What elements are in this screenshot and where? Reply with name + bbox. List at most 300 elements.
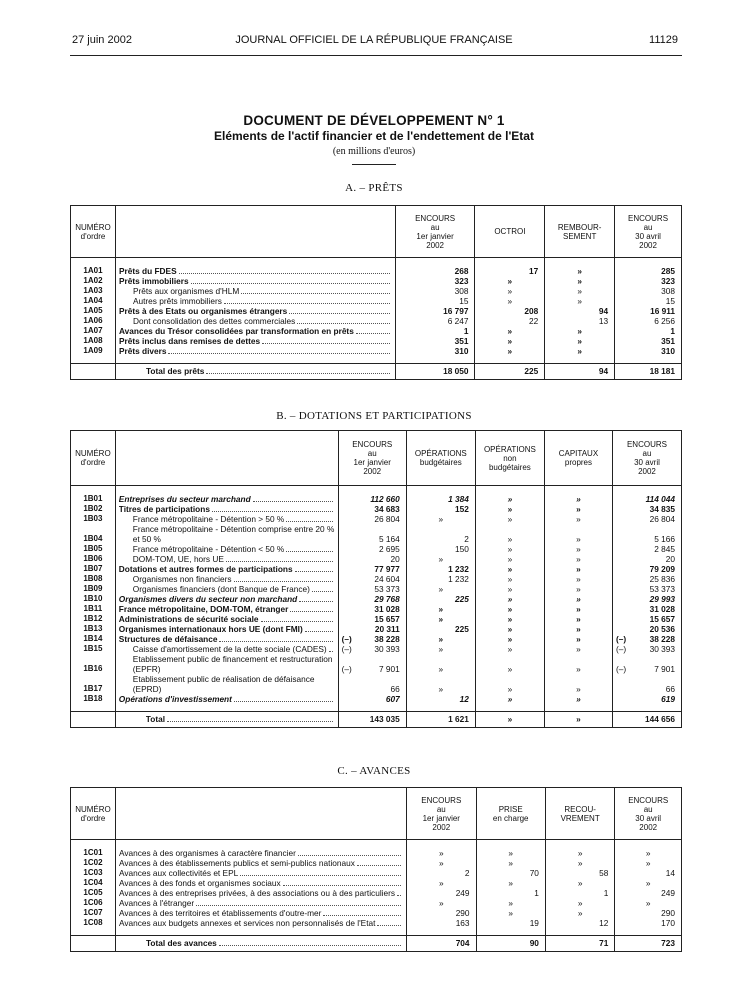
total-label-cell (115, 364, 395, 380)
cell-value: 20 536 (612, 624, 681, 634)
cell-value: 66 (612, 674, 681, 694)
total-label-wrap (146, 364, 392, 379)
cell-value: » (545, 286, 615, 296)
column-header-line: au (436, 804, 446, 814)
row-label-cell (115, 524, 338, 544)
row-code: 1B04 (71, 524, 116, 544)
column-header-line: OCTROI (494, 227, 526, 236)
row-label: Organismes financiers (dont Banque de France) (132, 583, 310, 594)
column-header-line: en charge (492, 813, 529, 823)
row-code: 1B12 (71, 614, 116, 624)
row-code: 1B01 (71, 494, 116, 504)
total-value: 18 050 (395, 364, 475, 380)
cell-value: » (615, 858, 682, 868)
row-label-wrap (119, 908, 403, 918)
cell-value: » (544, 604, 612, 614)
column-header-line: au (430, 222, 440, 232)
table-row (71, 574, 682, 584)
row-label-wrap (119, 594, 335, 604)
cell-value: » (475, 336, 545, 346)
table-row (71, 336, 682, 346)
row-label-cell (115, 266, 395, 276)
cell-value: 607 (338, 694, 406, 704)
total-label: Total des prêts (145, 366, 205, 376)
cell-value: 12 (545, 918, 614, 928)
negative-sign: (–) (341, 633, 352, 644)
row-label: Entreprises du secteur marchand (118, 493, 251, 504)
spacer-row (71, 356, 682, 364)
table-row (71, 514, 682, 524)
cell-value: 15 (615, 296, 682, 306)
row-label: Organismes divers du secteur non marchand (118, 593, 298, 604)
cell-value: 34 835 (612, 504, 681, 514)
row-label-cell (115, 544, 338, 554)
cell-value: » (476, 898, 545, 908)
leader-dots (299, 601, 332, 602)
table-row (71, 624, 682, 634)
column-header-line: d'ordre (80, 458, 106, 467)
row-label: Etablissement public de réalisation de défaisance (EPRD) (132, 673, 315, 694)
leader-dots (261, 621, 333, 622)
column-header-line: ENCOURS (628, 213, 669, 223)
negative-sign: (–) (615, 643, 627, 654)
row-label: Structures de défaisance (118, 633, 218, 644)
row-label-wrap (119, 296, 392, 306)
row-label: Avances à des fonds et organismes sociaux (118, 877, 281, 888)
row-code: 1B14 (71, 634, 116, 644)
row-label-cell (115, 494, 338, 504)
column-header (545, 788, 614, 840)
cell-value: » (406, 614, 475, 624)
cell-value: 6 247 (395, 316, 475, 326)
header-page-number: 11129 (649, 34, 678, 46)
row-label-cell (115, 908, 406, 918)
cell-value: » (475, 286, 545, 296)
row-code: 1B15 (71, 644, 116, 654)
total-label-wrap (146, 936, 403, 951)
total-label: Total des avances (145, 938, 217, 948)
row-label: Autres prêts immobiliers (132, 295, 222, 306)
total-value: 225 (475, 364, 545, 380)
total-value: 704 (407, 936, 476, 952)
cell-value: 20 (338, 554, 406, 564)
column-header-line: 1er janvier (416, 231, 454, 241)
table-row (71, 898, 682, 908)
row-label-wrap (119, 494, 335, 504)
leader-dots (397, 895, 401, 896)
leader-dots (357, 865, 401, 866)
table-row (71, 858, 682, 868)
leader-dots (329, 651, 333, 652)
table-avances (70, 787, 682, 952)
cell-value: » (475, 574, 544, 584)
column-header (115, 788, 406, 840)
cell-value: 5 164 (338, 524, 406, 544)
cell-value: 1 232 (406, 574, 475, 584)
cell-value: » (475, 524, 544, 544)
section-c-heading: C. – AVANCES (337, 765, 411, 777)
value: 30 393 (374, 643, 400, 654)
cell-value: » (475, 296, 545, 306)
cell-value: 308 (395, 286, 475, 296)
column-header-line: ENCOURS (421, 795, 462, 805)
row-label-cell (115, 888, 406, 898)
column-header-line: OPÉRATIONS (483, 444, 536, 454)
cell-value: » (407, 878, 476, 888)
table-row (71, 888, 682, 898)
cell-value: » (475, 594, 544, 604)
leader-dots (167, 721, 333, 722)
leader-dots (305, 631, 333, 632)
row-label-cell (115, 276, 395, 286)
leader-dots (226, 561, 333, 562)
row-label: France métropolitaine, DOM-TOM, étranger (118, 603, 289, 614)
row-label: Avances à des territoires et établissements d'outre-mer (118, 907, 322, 918)
negative-value (342, 664, 400, 674)
row-label-cell (115, 336, 395, 346)
column-header (615, 206, 682, 258)
leader-dots (289, 313, 389, 314)
row-label: Dotations et autres formes de participations (118, 563, 293, 574)
row-label-cell (115, 306, 395, 316)
cell-value: » (544, 694, 612, 704)
row-code: 1A06 (71, 316, 116, 326)
row-code: 1B11 (71, 604, 116, 614)
row-label-cell (115, 654, 338, 674)
cell-value: 268 (395, 266, 475, 276)
row-label-wrap (119, 634, 335, 644)
row-code: 1C06 (71, 898, 116, 908)
cell-value: » (475, 326, 545, 336)
value: 38 228 (649, 633, 675, 644)
total-value: 90 (476, 936, 545, 952)
column-header-line: CAPITAUX (558, 449, 599, 458)
row-label: Organismes non financiers (132, 573, 232, 584)
cell-value: 1 (476, 888, 545, 898)
negative-value (616, 644, 675, 654)
cell-value: 290 (407, 908, 476, 918)
row-label-cell (115, 574, 338, 584)
cell-value: » (406, 654, 475, 674)
column-header-line: REMBOUR- (557, 222, 602, 232)
row-code: 1C08 (71, 918, 116, 928)
column-header-line: 2002 (426, 240, 444, 250)
row-label-wrap (119, 918, 403, 928)
cell-value: 2 (407, 868, 476, 878)
column-header-line: NUMÉRO (75, 804, 111, 814)
leader-dots (298, 855, 401, 856)
cell-value: 285 (615, 266, 682, 276)
cell-value: 150 (406, 544, 475, 554)
cell-value: » (475, 584, 544, 594)
leader-dots (219, 641, 332, 642)
column-header-line: 2002 (432, 822, 451, 832)
table-row (71, 524, 682, 544)
cell-value: » (475, 694, 544, 704)
header-rule (70, 55, 682, 56)
cell-value: » (544, 644, 612, 654)
row-label: Avances à des établissements publics et semi-publics nationaux (118, 857, 355, 868)
row-label-wrap (119, 346, 392, 356)
cell-value: » (475, 514, 544, 524)
row-label: Avances à l'étranger (118, 897, 195, 908)
row-label-wrap (119, 644, 335, 654)
row-code: 1C07 (71, 908, 116, 918)
column-header (475, 206, 545, 258)
cell-value: » (475, 564, 544, 574)
row-label: Caisse d'amortissement de la dette sociale (CADES) (132, 643, 327, 654)
row-label: Administrations de sécurité sociale (118, 613, 259, 624)
document-title: DOCUMENT DE DÉVELOPPEMENT N° 1 (243, 113, 505, 128)
cell-value: 53 373 (612, 584, 681, 594)
table-row (71, 674, 682, 694)
unit-note: (en millions d'euros) (332, 146, 416, 157)
column-header-line: ENCOURS (352, 440, 393, 449)
cell-value: » (407, 858, 476, 868)
negative-sign: (–) (615, 633, 627, 644)
total-value: 1 621 (406, 712, 475, 728)
row-code: 1A01 (71, 266, 116, 276)
cell-value: 15 657 (612, 614, 681, 624)
column-header-line: VREMENT (560, 813, 600, 823)
row-label: France métropolitaine - Détention comprise entre 20 % et 50 % (132, 523, 335, 544)
row-label-wrap (119, 584, 335, 594)
table-prets (70, 205, 682, 380)
row-label-wrap (119, 574, 335, 584)
table-row (71, 554, 682, 564)
cell-value: » (475, 624, 544, 634)
row-label-cell (115, 286, 395, 296)
cell-value: » (615, 848, 682, 858)
row-code: 1B16 (71, 654, 116, 674)
row-code: 1A08 (71, 336, 116, 346)
total-value: » (544, 712, 612, 728)
table-header-row (71, 431, 682, 486)
leader-dots (312, 591, 333, 592)
row-label-cell (115, 848, 406, 858)
column-header (395, 206, 475, 258)
leader-dots (179, 273, 390, 274)
cell-value: 31 028 (612, 604, 681, 614)
column-header-line: au (642, 449, 652, 458)
table-row (71, 306, 682, 316)
table-row (71, 634, 682, 644)
cell-value: » (475, 276, 545, 286)
row-label-wrap (119, 554, 335, 564)
cell-value: 163 (407, 918, 476, 928)
cell-value: » (406, 554, 475, 564)
row-code: 1B06 (71, 554, 116, 564)
cell-value: 16 797 (395, 306, 475, 316)
column-header-line: d'ordre (80, 813, 106, 823)
cell-value: 31 028 (338, 604, 406, 614)
row-label: Avances à des entreprises privées, à des associations ou à des particuliers (118, 887, 396, 898)
column-header-line: OPÉRATIONS (414, 449, 467, 458)
cell-value: 1 232 (406, 564, 475, 574)
cell-value: 170 (615, 918, 682, 928)
cell-value: » (544, 594, 612, 604)
cell-value: » (406, 604, 475, 614)
table-row (71, 286, 682, 296)
column-header-line: 1er janvier (422, 813, 460, 823)
cell-value: » (475, 554, 544, 564)
cell-value: 20 311 (338, 624, 406, 634)
total-label-cell (115, 936, 406, 952)
table-row (71, 614, 682, 624)
leader-dots (206, 373, 389, 374)
column-header-line: PRISE (498, 804, 523, 814)
leader-dots (219, 945, 401, 946)
row-label: Prêts aux organismes d'HLM (132, 285, 240, 296)
cell-value: » (545, 858, 614, 868)
cell-value: 1 (545, 888, 614, 898)
table-row (71, 654, 682, 674)
cell-value: » (545, 848, 614, 858)
column-header (115, 206, 395, 258)
total-row (71, 936, 682, 952)
column-header-line: NUMÉRO (75, 449, 111, 458)
row-label-wrap (119, 504, 335, 514)
column-header-line: SEMENT (563, 231, 597, 241)
row-label: France métropolitaine - Détention < 50 % (132, 543, 285, 554)
cell-value: 308 (615, 286, 682, 296)
row-code: 1C03 (71, 868, 116, 878)
row-label-cell (115, 634, 338, 644)
column-header-line: ENCOURS (628, 795, 669, 805)
row-code: 1B05 (71, 544, 116, 554)
row-code: 1A07 (71, 326, 116, 336)
row-label-wrap (119, 266, 392, 276)
column-header-line: au (643, 222, 653, 232)
row-label-cell (115, 868, 406, 878)
cell-value: 19 (476, 918, 545, 928)
cell-value: 24 604 (338, 574, 406, 584)
section-b-heading: B. – DOTATIONS ET PARTICIPATIONS (276, 410, 472, 422)
column-header-line: NUMÉRO (75, 222, 111, 232)
cell-value: » (545, 878, 614, 888)
cell-value: 26 804 (338, 514, 406, 524)
spacer-row (71, 486, 682, 494)
cell-value: 290 (615, 908, 682, 918)
table-row (71, 296, 682, 306)
row-label-cell (115, 624, 338, 634)
row-label-wrap (119, 888, 403, 898)
cell-value: 6 256 (615, 316, 682, 326)
row-code: 1B02 (71, 504, 116, 514)
value: 7 901 (654, 663, 675, 674)
cell-value: » (544, 514, 612, 524)
cell-value: 15 (395, 296, 475, 306)
row-label-wrap (119, 624, 335, 634)
column-header-line: 1er janvier (353, 458, 391, 467)
total-row (71, 364, 682, 380)
row-label: Organismes internationaux hors UE (dont FMI) (118, 623, 303, 634)
row-code: 1B03 (71, 514, 116, 524)
cell-value: » (544, 654, 612, 674)
cell-value: » (475, 504, 544, 514)
document-subtitle: Eléments de l'actif financier et de l'endettement de l'Etat (214, 129, 534, 143)
section-a-heading: A. – PRÊTS (345, 182, 403, 194)
cell-value: 323 (395, 276, 475, 286)
row-label-wrap (119, 848, 403, 858)
table-row (71, 346, 682, 356)
row-code: 1C01 (71, 848, 116, 858)
row-label-wrap (119, 276, 392, 286)
leader-dots (290, 611, 332, 612)
cell-value: » (475, 346, 545, 356)
row-label: Prêts divers (118, 345, 167, 356)
cell-value: 17 (475, 266, 545, 276)
column-header-line: au (367, 449, 377, 458)
cell-value: 66 (338, 674, 406, 694)
cell-value: » (544, 564, 612, 574)
cell-value: 12 (406, 694, 475, 704)
row-code: 1B09 (71, 584, 116, 594)
title-rule (352, 164, 396, 165)
leader-dots (286, 551, 332, 552)
total-value: 723 (615, 936, 682, 952)
row-label-wrap (119, 694, 335, 704)
cell-value: » (475, 654, 544, 674)
leader-dots (196, 905, 401, 906)
column-header (544, 431, 612, 486)
cell-value: » (476, 848, 545, 858)
column-header-line: d'ordre (80, 231, 106, 241)
cell-value: » (615, 878, 682, 888)
cell-value: 1 (395, 326, 475, 336)
column-header (71, 788, 116, 840)
row-code: 1B13 (71, 624, 116, 634)
total-row (71, 712, 682, 728)
column-header-line: au (643, 804, 653, 814)
column-header (71, 431, 116, 486)
row-label: Avances aux collectivités et EPL (118, 867, 239, 878)
cell-value: 25 836 (612, 574, 681, 584)
table-dotations (70, 430, 682, 728)
row-label-wrap (119, 326, 392, 336)
row-label-wrap (119, 306, 392, 316)
row-code: 1C04 (71, 878, 116, 888)
cell-value: 249 (615, 888, 682, 898)
row-label-cell (115, 584, 338, 594)
row-code: 1B07 (71, 564, 116, 574)
cell-value: 14 (615, 868, 682, 878)
table-row (71, 564, 682, 574)
total-value: 143 035 (338, 712, 406, 728)
cell-value: 249 (407, 888, 476, 898)
row-code: 1C05 (71, 888, 116, 898)
spacer-row (71, 704, 682, 712)
row-label-wrap (119, 286, 392, 296)
row-label-cell (115, 644, 338, 654)
leader-dots (295, 571, 333, 572)
column-header-line: ENCOURS (626, 440, 667, 449)
table-row (71, 604, 682, 614)
column-header (612, 431, 681, 486)
cell-value: 16 911 (615, 306, 682, 316)
cell-value: » (545, 266, 615, 276)
cell-value: 13 (545, 316, 615, 326)
row-label-cell (115, 674, 338, 694)
cell-value: 323 (615, 276, 682, 286)
cell-value: 351 (395, 336, 475, 346)
cell-value: 15 657 (338, 614, 406, 624)
row-label: France métropolitaine - Détention > 50 % (132, 513, 285, 524)
leader-dots (241, 293, 390, 294)
table-row (71, 584, 682, 594)
cell-value: 26 804 (612, 514, 681, 524)
row-code: 1A05 (71, 306, 116, 316)
